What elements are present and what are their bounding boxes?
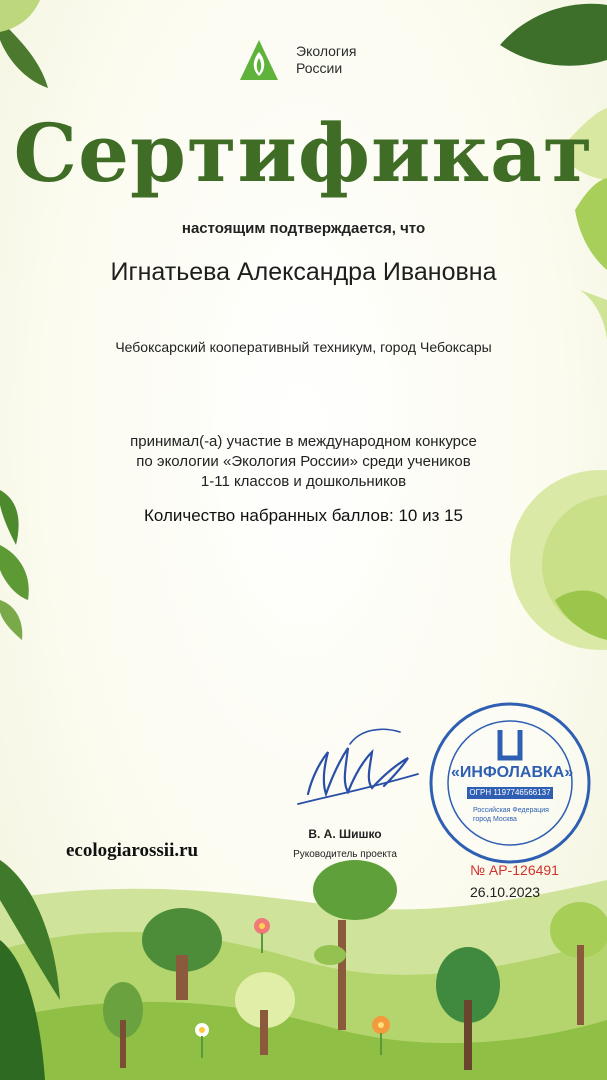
confirm-text: настоящим подтверждается, что	[181, 220, 426, 237]
leaf-top-left-light	[0, 0, 40, 32]
organization: Чебоксарский кооперативный техникум, город Чебоксары	[115, 339, 492, 355]
description	[0, 432, 607, 492]
stamp-location-line-1: Российская Федерация	[473, 807, 549, 814]
certificate-date: 26.10.2023	[470, 884, 541, 900]
score-text: Количество набранных баллов: 10 из 15	[143, 506, 464, 525]
brand-line-1: Экология	[296, 43, 357, 59]
certificate-number: № АР-126491	[470, 862, 559, 878]
description-line-3: 1-11 классов и дошкольников	[200, 473, 407, 490]
signer-name: В. А. Шишко	[308, 827, 382, 841]
leaf-top-right-dark	[500, 4, 607, 66]
website-text: ecologiarossii.ru	[66, 840, 199, 861]
brand-logo	[236, 38, 376, 84]
leaf-logo-icon	[236, 38, 282, 84]
leaf-top-left-dark	[0, 20, 48, 88]
description-line-2: по экологии «Экология России» среди учеников	[136, 453, 471, 470]
stamp-location-line-2: город Москва	[473, 816, 517, 823]
signature-image	[290, 722, 425, 814]
company-stamp	[427, 700, 593, 866]
stamp-seal-icon	[427, 700, 593, 866]
brand-name	[296, 43, 386, 77]
recipient-name: Игнатьева Александра Ивановна	[110, 258, 497, 286]
stamp-ogrn: ОГРН 1197746566137	[469, 788, 551, 797]
certificate-title: Сертификат	[13, 106, 594, 200]
description-line-1: принимал(-а) участие в международном конкурсе	[130, 433, 477, 450]
stamp-location	[473, 806, 563, 824]
stamp-company-name: «ИНФОЛАВКА»	[451, 764, 574, 781]
brand-line-2: России	[296, 60, 343, 76]
signer-role: Руководитель проекта	[293, 849, 397, 860]
